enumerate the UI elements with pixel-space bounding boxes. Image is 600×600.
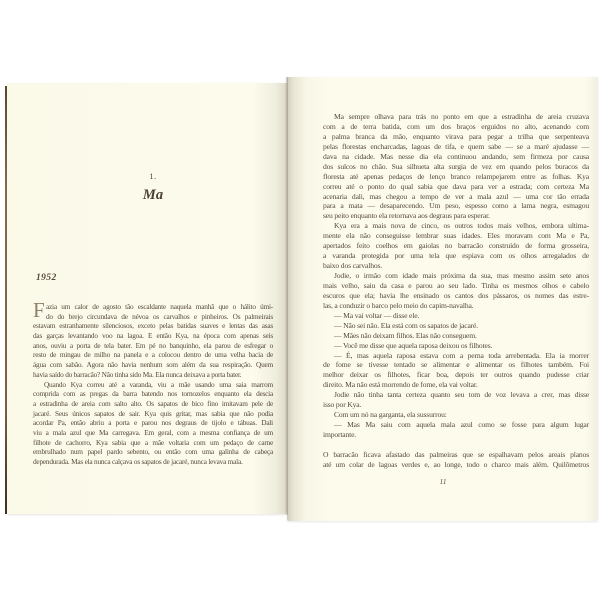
right-page-body bbox=[323, 112, 589, 470]
text-line: escuros que ela; havia lhe ensinado os cantos dos pássaros, os nomes das estre- bbox=[323, 290, 589, 300]
text-line: de fome se tivesse tentado se alimentar e alimentar os filhotes também. Foi bbox=[323, 360, 589, 370]
dropcap-letter: F bbox=[33, 298, 45, 322]
text-line: Kya era a mais nova de cinco, os outros todos mais velhos, embora ultima- bbox=[334, 221, 589, 231]
text-line: dos sulcos no chão. Sua silhueta alta surgia de vez em quando pelos buracos da bbox=[323, 161, 589, 171]
text-line: baixo dos carvalhos. bbox=[323, 261, 383, 271]
text-line: resto de mingau de milho na panela e a colocou dentro de uma velha bacia de bbox=[33, 350, 273, 360]
text-line: a varanda protegida por uma tela que espiava com os olhos arregalados de bbox=[323, 251, 589, 261]
book-gutter-seam bbox=[285, 77, 288, 515]
chapter-number: 1. bbox=[149, 171, 157, 181]
text-line: a palma branca da mão, enquanto virava para pegar a trilha que serpenteava bbox=[323, 131, 589, 141]
text-line: azia um calor de agosto tão escaldante naquela manhã que o hálito úmi- bbox=[46, 302, 273, 311]
paragraph bbox=[323, 221, 589, 271]
text-line: dava na cidade. Mas nesse dia ela continuou andando, sem firmeza por causa bbox=[323, 151, 589, 161]
text-line: filhote de cachorro, Kya sabia que a mãe voltaria com um pedaço de carne bbox=[33, 437, 273, 447]
text-line: floresta até apenas pedaços de lenço branco relampejarem entre as folhas. Kya bbox=[323, 171, 589, 181]
paragraph bbox=[33, 380, 273, 467]
text-line: para a mata — desaparecendo. Um peso, espesso como a lama negra, esmagou bbox=[323, 201, 589, 211]
paragraph bbox=[323, 351, 589, 391]
text-line: mente ela não conseguisse lembrar suas idades. Eles moravam com Ma e Pa, bbox=[323, 231, 589, 241]
text-line: pelas florestas encharcadas, lagoas de tifa, e quem sabe — se a maré ajudasse — bbox=[323, 141, 589, 151]
text-line: — É, mas aquela raposa estava com a perna toda arrebentada. Ela ia morrer bbox=[334, 350, 589, 360]
text-line: apertados feito coelhos em gaiolas no barracão construído de forma grosseira, bbox=[323, 241, 589, 251]
text-line: melhor deixar os filhotes, ficar boa, depois ter outros quando pudesse criar bbox=[323, 370, 589, 380]
text-line: dependurada. Mas ela nunca calçava os sapatos de jacaré, nunca levava mala. bbox=[33, 457, 243, 466]
paragraph bbox=[323, 331, 589, 341]
right-page bbox=[287, 77, 598, 521]
page-number: 11 bbox=[439, 477, 447, 486]
text-line: acordar Pa, então abriu a porta e parou nos degraus de tijolo e tábuas. Dali bbox=[33, 418, 273, 428]
text-line: correu até o ponto do qual sabia que dava para ver a estrada; com certeza Ma bbox=[323, 181, 589, 191]
text-line: isso por Kya. bbox=[323, 400, 362, 410]
text-line: Quando Kya correu até a varanda, viu a mãe usando uma saia marrom bbox=[44, 379, 273, 389]
text-line: mais velho, saiu da casa e parou ao seu lado. Tinha os mesmos olhos e cabelo bbox=[323, 280, 589, 290]
text-line: estavam estranhamente silenciosos, exceto pelas batidas suaves e lentas das asas bbox=[33, 321, 273, 331]
text-line: — Você me disse que aquela raposa deixou os filhotes. bbox=[334, 340, 493, 350]
section-year: 1952 bbox=[36, 273, 57, 283]
text-line: a estradinha de areia com salto alto. Os sapatos de bico fino imitavam pele de bbox=[33, 398, 273, 408]
paragraph bbox=[323, 341, 589, 351]
chapter-title: Ma bbox=[142, 187, 164, 203]
text-line: — Mães não deixam filhos. Elas não conseguem. bbox=[334, 330, 477, 340]
text-line: Ma sempre olhava para trás no ponto em que a estradinha de areia cruzava bbox=[334, 112, 589, 121]
text-line: seu peito enquanto ela retornava aos degraus para esperar. bbox=[323, 211, 490, 221]
text-line: importante. bbox=[323, 430, 357, 439]
left-page bbox=[7, 83, 287, 514]
text-line: — Não sei não. Ela está com os sapatos de jacaré. bbox=[334, 320, 478, 330]
paragraph bbox=[323, 390, 589, 410]
text-line: embrulhado num papel pardo sebento, ou então com uma galinha de cabeça bbox=[33, 447, 273, 457]
text-line: água com sabão. Agora não havia nenhum som além da sua respiração. Quem bbox=[33, 360, 273, 370]
text-line: comprida com as pregas da barra batendo nos tornozelos enquanto ela descia bbox=[33, 389, 273, 399]
paragraph bbox=[323, 321, 589, 331]
text-line: havia saído do barracão? Não tinha sido Ma. Ela nunca deixava a porta bater. bbox=[33, 369, 242, 379]
text-line: até um colar de lagoas verdes e, ao longe, todo o charco mais além. Quilômetros bbox=[323, 459, 589, 469]
left-page-body bbox=[33, 298, 273, 467]
text-line: viu a mala azul que Ma carregava. Em geral, com a mesma confiança de um bbox=[33, 427, 273, 437]
text-line: Jodie, o irmão com idade mais próxima da sua, mas mesmo assim sete anos bbox=[334, 271, 589, 280]
text-line: las, a conduzir o barco pelo meio do capim-navalha. bbox=[323, 300, 474, 310]
paragraph bbox=[323, 311, 589, 321]
text-line: direito. Ma não está morrendo de fome, ela vai voltar. bbox=[323, 380, 478, 390]
paragraph bbox=[323, 410, 589, 420]
text-line: O barracão ficava afastado das palmeiras que se espalhavam pelos areais planos bbox=[323, 449, 589, 459]
text-line: — Ma vai voltar — disse ele. bbox=[334, 310, 420, 320]
text-line: Jodie não tinha tanta certeza quanto seu tom de voz levava a crer, mas disse bbox=[334, 390, 589, 400]
paragraph bbox=[323, 112, 589, 221]
paragraph bbox=[323, 271, 589, 311]
text-line: acenaria dali, mas chegou a tempo de ver a mala azul — uma cor tão errada bbox=[323, 191, 589, 201]
text-line: anos, ouviu a porta de tela bater. Em pé no banquinho, ela parou de esfregar o bbox=[33, 340, 273, 350]
text-line: jacaré. Seus únicos sapatos de sair. Kya quis gritar, mas sabia que não podia bbox=[33, 408, 273, 418]
paragraph bbox=[323, 420, 589, 440]
paragraph bbox=[33, 298, 273, 380]
text-line: com a de terra batida, com um dos braços erguidos no alto, acenando com bbox=[323, 121, 589, 131]
text-line: — Mas Ma saiu com aquela mala azul como se fosse para algum lugar bbox=[334, 420, 589, 430]
paragraph bbox=[323, 450, 589, 470]
text-line: Com um nó na garganta, ela sussurrou: bbox=[334, 410, 447, 420]
text-line: das garças levantando voo na lagoa. E então Kya, na época com apenas seis bbox=[33, 331, 273, 341]
text-line: do do brejo circundava de névoa os carvalhos e pinheiros. Os palmeirais bbox=[46, 311, 273, 321]
